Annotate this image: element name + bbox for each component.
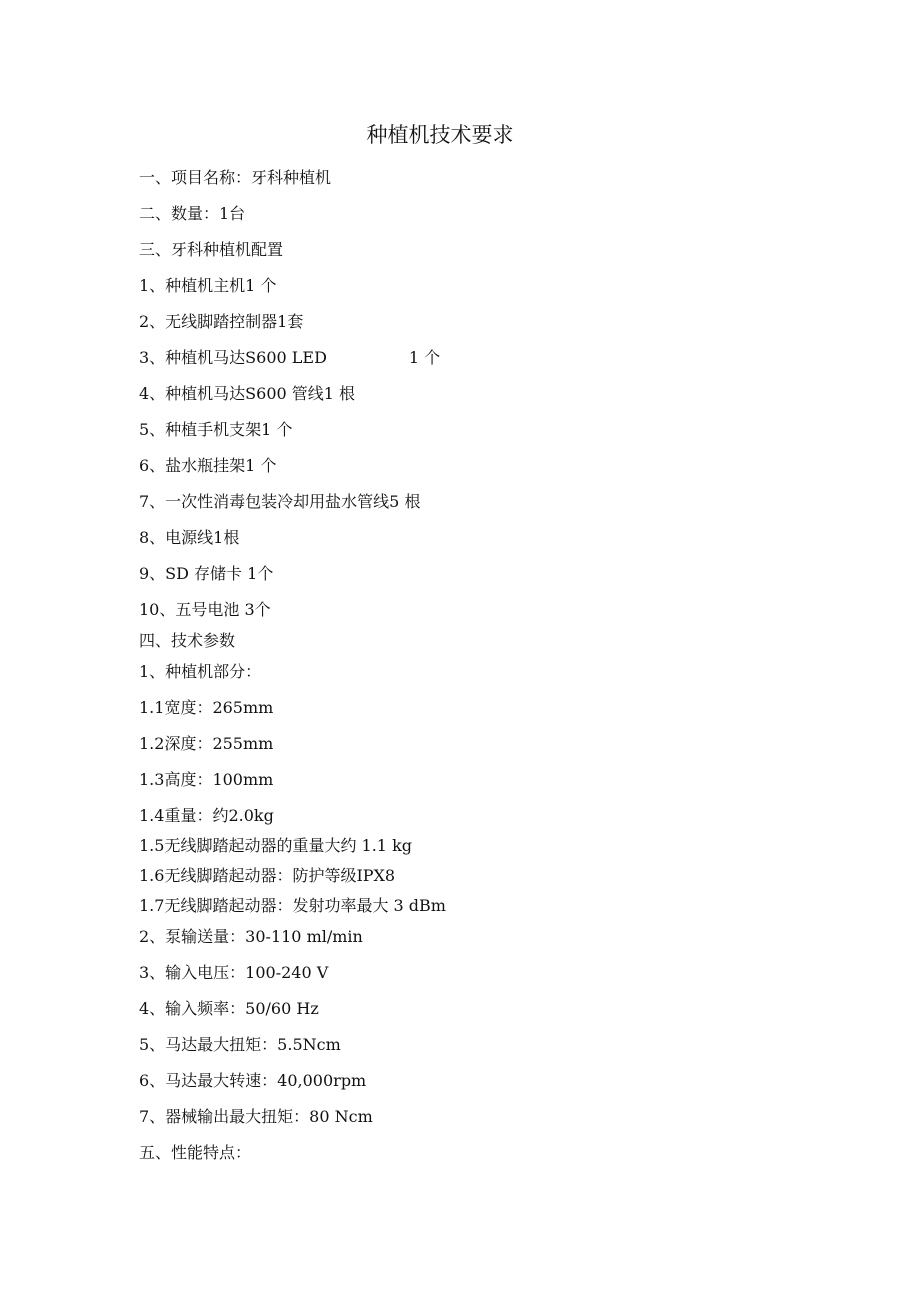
- section-item: 四、技术参数: [139, 631, 236, 650]
- list-item: [139, 348, 440, 368]
- list-item: 1、种植机主机1 个: [139, 276, 277, 295]
- list-item: 4、种植机马达S600 管线1 根: [139, 384, 356, 403]
- spec-item: 3、输入电压：100-240 V: [139, 963, 329, 982]
- spec-item: 1.6无线脚踏起动器：防护等级IPX8: [139, 866, 396, 885]
- spec-item: 7、器械输出最大扭矩：80 Ncm: [139, 1107, 373, 1126]
- spec-item: 1.1宽度：265mm: [139, 698, 274, 717]
- section-item: 一、项目名称：牙科种植机: [139, 168, 332, 187]
- spec-item: 1.4重量：约2.0kg: [139, 806, 274, 825]
- document-title: 种植机技术要求: [366, 123, 514, 147]
- list-item-quantity: 1 个: [408, 348, 441, 367]
- spec-item: 1.7无线脚踏起动器：发射功率最大 3 dBm: [139, 896, 446, 915]
- spec-item: 1.3高度：100mm: [139, 770, 274, 789]
- section-item: 二、数量：1台: [139, 204, 246, 223]
- list-item: 6、盐水瓶挂架1 个: [139, 456, 277, 475]
- spec-item: 1.2深度：255mm: [139, 734, 274, 753]
- spec-item: 1.5无线脚踏起动器的重量大约 1.1 kg: [139, 836, 413, 855]
- spec-item: 2、泵输送量：30-110 ml/min: [139, 927, 363, 946]
- list-item: 7、一次性消毒包装冷却用盐水管线5 根: [139, 492, 421, 511]
- section-item: 三、牙科种植机配置: [139, 240, 284, 259]
- spec-item: 5、马达最大扭矩：5.5Ncm: [139, 1035, 341, 1054]
- list-item: 8、电源线1根: [139, 528, 240, 547]
- spec-item: 6、马达最大转速：40,000rpm: [139, 1071, 367, 1090]
- spec-item: 4、输入频率：50/60 Hz: [139, 999, 319, 1018]
- list-item: 9、SD 存储卡 1个: [139, 564, 274, 583]
- list-item-label: 3、种植机马达S600 LED: [139, 348, 327, 367]
- section-item: 五、性能特点：: [139, 1143, 252, 1162]
- list-item: 2、无线脚踏控制器1套: [139, 312, 304, 331]
- list-item: 10、五号电池 3个: [139, 600, 271, 619]
- list-item: 5、种植手机支架1 个: [139, 420, 293, 439]
- list-item: 1、种植机部分：: [139, 662, 262, 681]
